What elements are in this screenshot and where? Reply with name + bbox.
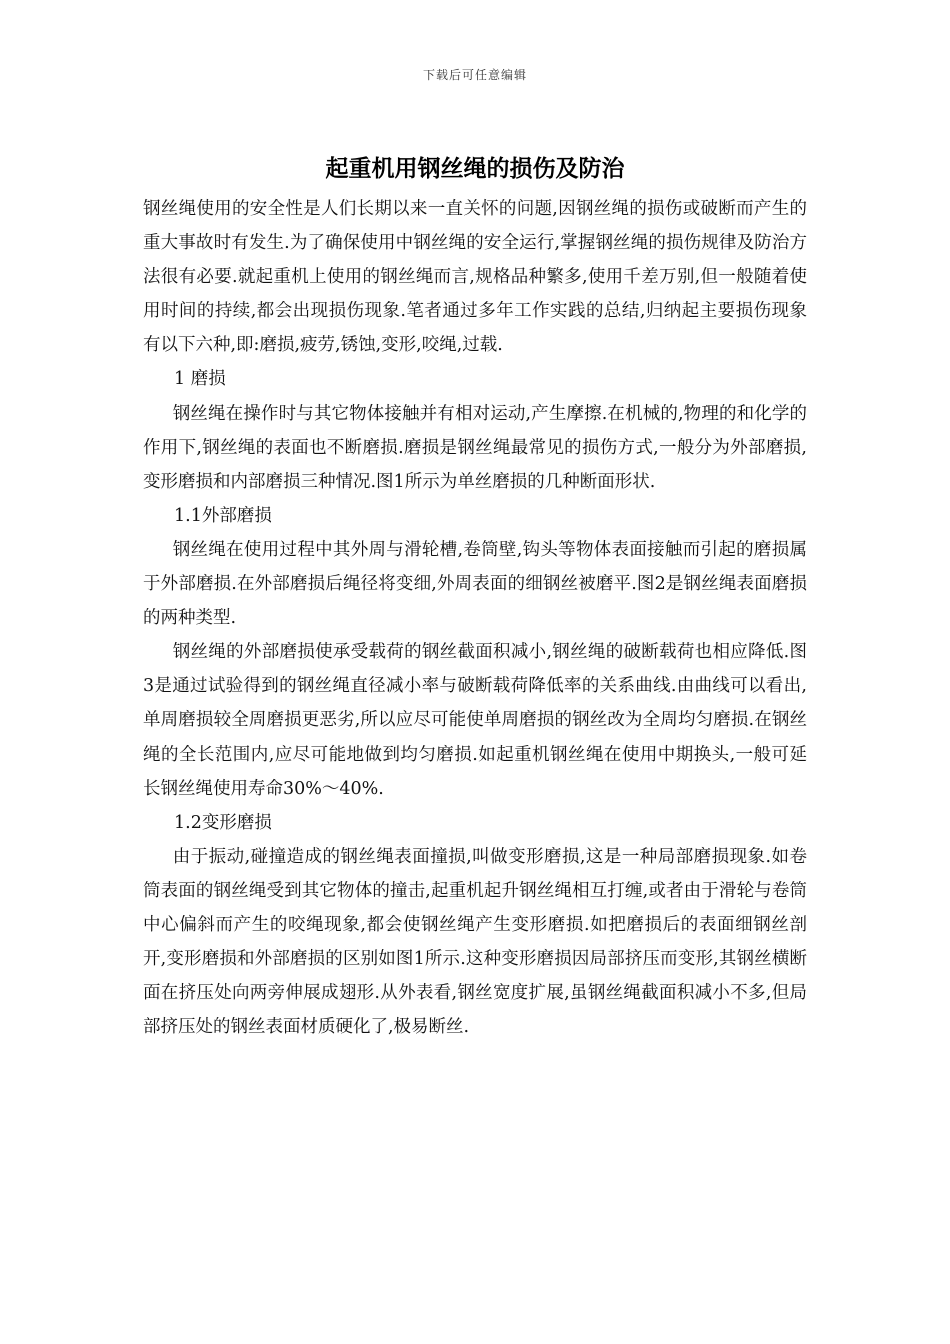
document-title: 起重机用钢丝绳的损伤及防治 [325,156,625,182]
section-heading-deformation-wear: 1.2变形磨损 [174,812,272,833]
header-note: 下载后可任意编辑 [422,68,527,82]
external-wear-paragraph-2: 钢丝绳的外部磨损使承受载荷的钢丝截面积减小,钢丝绳的破断载荷也相应降低.图3是通过试验得到的钢丝绳直径减小率与破断载荷降低率的关系曲线.由曲线可以看出,单周磨损较全周磨损更恶劣,所以应尽可能使单周磨损的钢丝改为全周均匀磨损.在钢丝绳的全长范围内,应尽可能地做到均匀磨损.如起重机钢丝绳在使用中期换头,一般可延长钢丝绳使用寿命30%～40%. [143,642,807,799]
intro-paragraph: 钢丝绳使用的安全性是人们长期以来一直关怀的问题,因钢丝绳的损伤或破断而产生的重大事故时有发生.为了确保使用中钢丝绳的安全运行,掌握钢丝绳的损伤规律及防治方法很有必要.就起重机上使用的钢丝绳而言,规格品种繁多,使用千差万别,但一般随着使用时间的持续,都会出现损伤现象.笔者通过多年工作实践的总结,归纳起主要损伤现象有以下六种,即:磨损,疲劳,锈蚀,变形,咬绳,过载. [143,199,807,356]
external-wear-paragraph-1: 钢丝绳在使用过程中其外周与滑轮槽,卷筒壁,钩头等物体表面接触而引起的磨损属于外部磨损.在外部磨损后绳径将变细,外周表面的细钢丝被磨平.图2是钢丝绳表面磨损的两种类型. [143,539,807,629]
section-heading-external-wear: 1.1外部磨损 [174,505,272,526]
deformation-wear-paragraph: 由于振动,碰撞造成的钢丝绳表面撞损,叫做变形磨损,这是一种局部磨损现象.如卷筒表面的钢丝绳受到其它物体的撞击,起重机起升钢丝绳相互打缠,或者由于滑轮与卷筒中心偏斜而产生的咬绳现象,都会使钢丝绳产生变形磨损.如把磨损后的表面细钢丝剖开,变形磨损和外部磨损的区别如图1所示.这种变形磨损因局部挤压而变形,其钢丝横断面在挤压处向两旁伸展成翅形.从外表看,钢丝宽度扩展,虽钢丝绳截面积减小不多,但局部挤压处的钢丝表面材质硬化了,极易断丝. [143,846,807,1038]
document-body [143,192,807,1044]
section-wear-paragraph: 钢丝绳在操作时与其它物体接触并有相对运动,产生摩擦.在机械的,物理的和化学的作用下,钢丝绳的表面也不断磨损.磨损是钢丝绳最常见的损伤方式,一般分为外部磨损,变形磨损和内部磨损三种情况.图1所示为单丝磨损的几种断面形状. [143,403,807,492]
section-heading-wear: 1 磨损 [174,369,226,390]
